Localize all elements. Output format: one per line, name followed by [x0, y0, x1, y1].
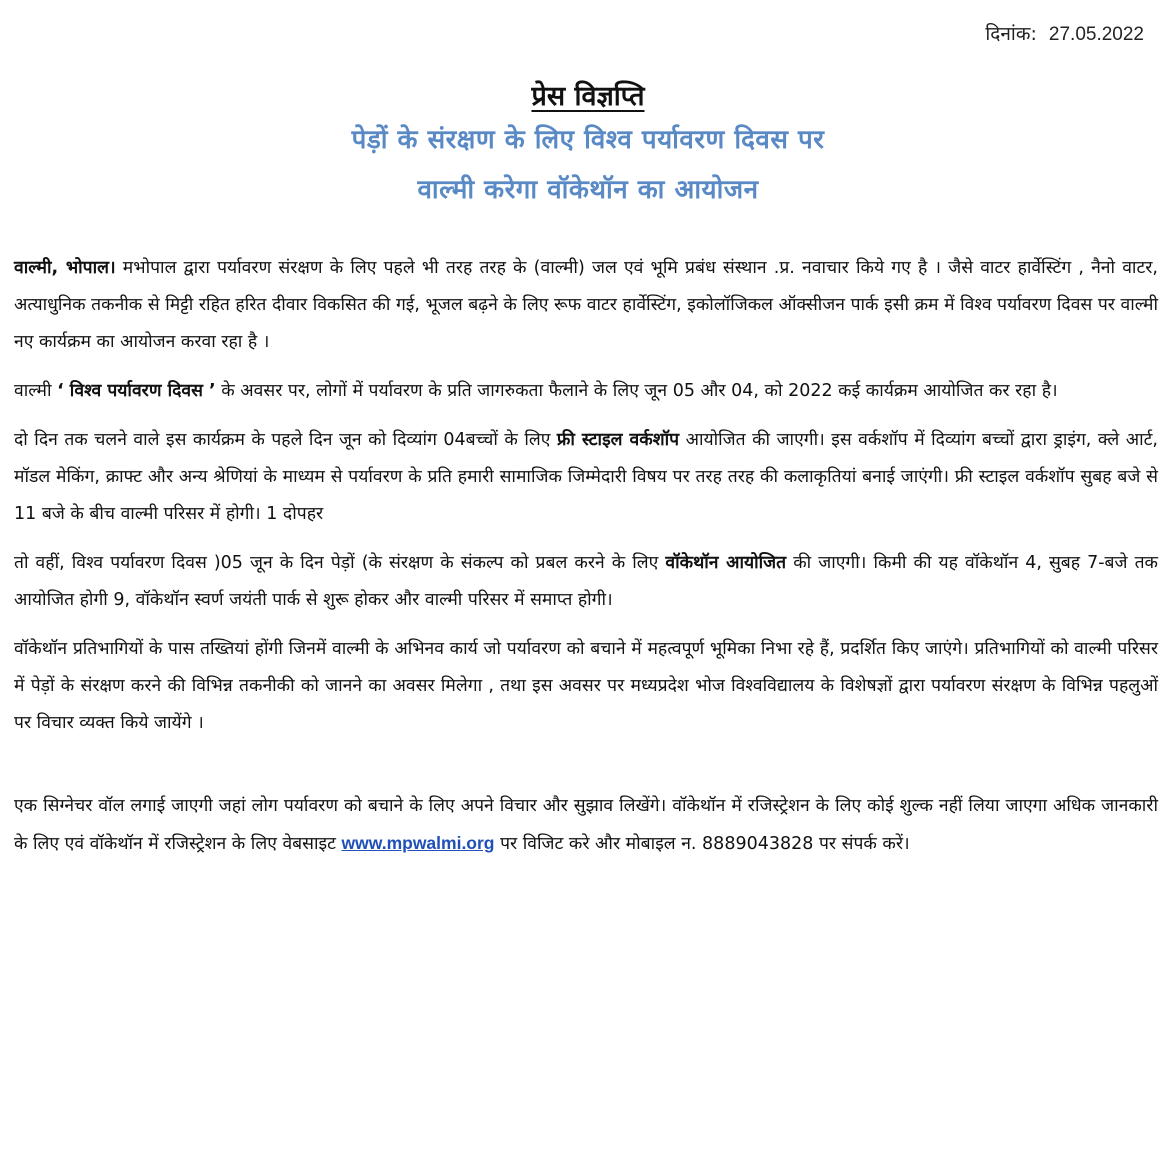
paragraph-walkathon-before: तो वहीं, विश्व पर्यावरण दिवस )05 जून के दिन पेड़ों (के संरक्षण के संकल्प को प्रबल करने के लिए: [14, 553, 666, 573]
page-title: प्रेस विज्ञप्ति: [531, 81, 645, 112]
paragraph-participants-text: वॉकेथॉन प्रतिभागियों के पास तख्तियां होंगी जिनमें वाल्मी के अभिनव कार्य जो पर्यावरण को बचाने में महत्वपूर्ण भूमिका निभा रहे हैं, प्रदर्शित किए जाएंगे। प्रतिभागियों को वाल्मी परिसर में पेड़ों के संरक्षण करने की विभिन्न तकनीकी को जानने का अवसर मिलेगा , तथा इस अवसर पर मध्यप्रदेश भोज विश्वविद्यालय के विशेषज्ञों द्वारा पर्यावरण संरक्षण के विभिन्न पहलुओं पर विचार व्यक्त किये जायेंगे ।: [14, 639, 1158, 733]
press-release-body: [14, 250, 1158, 875]
paragraph-environment-day: [14, 373, 1158, 410]
paragraph-workshop-before: दो दिन तक चलने वाले इस कार्यक्रम के पहले दिन जून को दिव्यांग 04बच्चों के लिए: [14, 430, 557, 450]
workshop-highlight: फ्री स्टाइल वर्कशॉप: [556, 430, 680, 450]
paragraph-walkathon-after: की जाएगी। किमी की यह वॉकेथॉन 4, सुबह 7-बजे तक आयोजित होगी 9, वॉकेथॉन स्वर्ण जयंती पार्क से शुरू होकर और वाल्मी परिसर में समाप्त होगी।: [14, 553, 1159, 610]
paragraph-registration-before: एक सिग्नेचर वॉल लगाई जाएगी जहां लोग पर्यावरण को बचाने के लिए अपने विचार और सुझाव लिखेंगे। वॉकेथॉन में रजिस्ट्रेशन के लिए कोई शुल्क नहीं लिया जाएगा अधिक जानकारी के लिए एवं वॉकेथॉन में रजिस्ट्रेशन के लिए वेबसाइट: [14, 796, 1158, 854]
website-link[interactable]: www.mpwalmi.org: [341, 833, 495, 853]
paragraph-walkathon: [14, 545, 1158, 619]
subtitle-line-1: पेड़ों के संरक्षण के लिए विश्व पर्यावरण दिवस पर: [351, 125, 825, 155]
environment-day-highlight: ‘ विश्व पर्यावरण दिवस ’: [57, 381, 216, 401]
paragraph-environment-day-after: के अवसर पर, लोगों में पर्यावरण के प्रति जागरुकता फैलाने के लिए जून 05 और 04, को 2022 कई कार्यक्रम आयोजित कर रहा है।: [215, 381, 1058, 401]
paragraph-intro-text: मभोपाल द्वारा पर्यावरण संरक्षण के लिए पहले भी तरह तरह के (वाल्मी) जल एवं भूमि प्रबंध संस्थान .प्र. नवाचार किये गए है । जैसे वाटर हार्वेस्टिंग , नैनो वाटर, अत्याधुनिक तकनीक से मिट्टी रहित हरित दीवार विकसित की गई, भूजल बढ़ने के लिए रूफ वाटर हार्वेस्टिंग, इकोलॉजिकल ऑक्सीजन पार्क इसी क्रम में विश्व पर्यावरण दिवस पर वाल्मी नए कार्यक्रम का आयोजन करवा रहा है ।: [14, 258, 1158, 352]
subtitle-line-2: वाल्मी करेगा वॉकेथॉन का आयोजन: [417, 175, 759, 205]
paragraph-intro: [14, 250, 1158, 361]
paragraph-registration-after: पर विजिट करे और मोबाइल न. 8889043828 पर संपर्क करें।: [494, 834, 910, 854]
date-line: [985, 20, 1144, 46]
paragraph-workshop: [14, 422, 1158, 533]
paragraph-workshop-after: आयोजित की जाएगी। इस वर्कशॉप में दिव्यांग बच्चों द्वारा ड्राइंग, क्ले आर्ट, मॉडल मेकिंग, क्राफ्ट और अन्य श्रेणियां के माध्यम से पर्यावरण के प्रति हमारी सामाजिक जिम्मेदारी विषय पर तरह तरह की कलाकृतियां बनाई जाएंगी। फ्री स्टाइल वर्कशॉप सुबह बजे से 11 बजे के बीच वाल्मी परिसर में होगी। 1 दोपहर: [14, 430, 1158, 524]
date-label: दिनांक:: [985, 23, 1037, 45]
paragraph-registration: [14, 788, 1158, 863]
paragraph-environment-day-before: वाल्मी: [14, 381, 58, 401]
date-value: 27.05.2022: [1048, 24, 1144, 45]
paragraph-participants: [14, 631, 1158, 742]
dateline-lead: वाल्मी, भोपाल।: [14, 258, 116, 278]
walkathon-highlight: वॉकेथॉन आयोजित: [665, 553, 787, 573]
